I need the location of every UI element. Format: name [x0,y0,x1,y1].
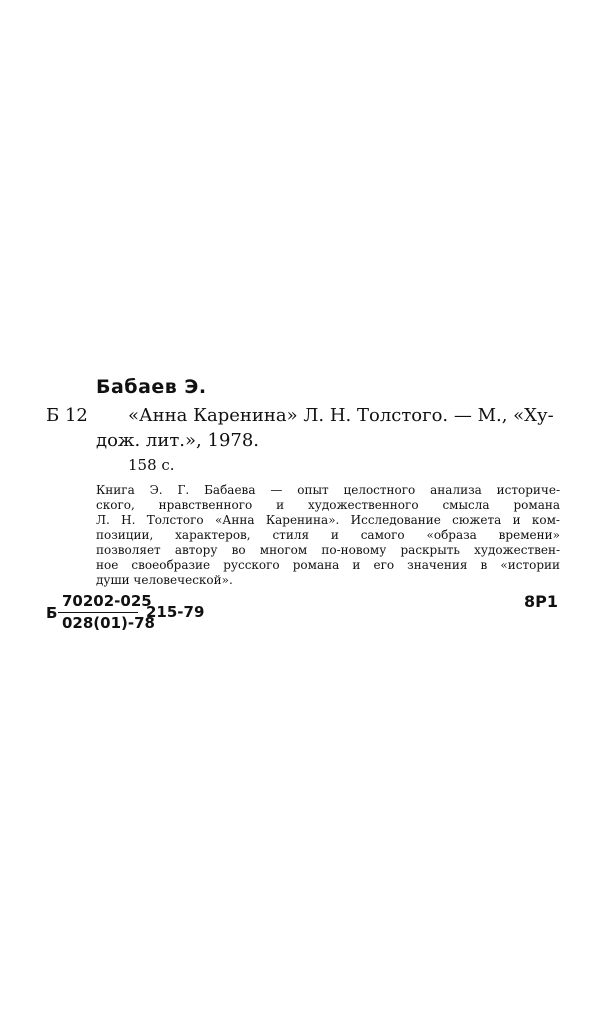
code-denominator: 028(01)-78 [62,614,155,632]
annotation-line: позволяет автору во многом по-новому раскрыть художествен- [96,543,560,557]
annotation-line: позиции, характеров, стиля и самого «образа времени» [96,528,560,542]
code-numerator: 70202-025 [62,592,152,610]
annotation-line: Книга Э. Г. Бабаева — опыт целостного анализа историче- [96,483,560,497]
code-letter: Б [46,604,58,622]
title-line-2: дож. лит.», 1978. [96,430,260,451]
annotation-line: ского, нравственного и художественного смысла романа [96,498,560,512]
annotation-line: Л. Н. Толстого «Анна Каренина». Исследование сюжета и ком- [96,513,560,527]
fraction-line [58,612,138,613]
annotation-paragraph [96,483,560,588]
catalog-index: Б 12 [46,405,88,426]
page-count: 158 с. [128,456,175,474]
title-line-1: «Анна Каренина» Л. Н. Толстого. — М., «Ху- [128,405,554,426]
annotation-line: ное своеобразие русского романа и его значения в «истории [96,558,560,572]
author-heading: Бабаев Э. [96,376,207,398]
code-suffix: 215-79 [146,603,205,621]
classification-code: 8Р1 [524,592,558,611]
annotation-line: души человеческой». [96,573,233,587]
